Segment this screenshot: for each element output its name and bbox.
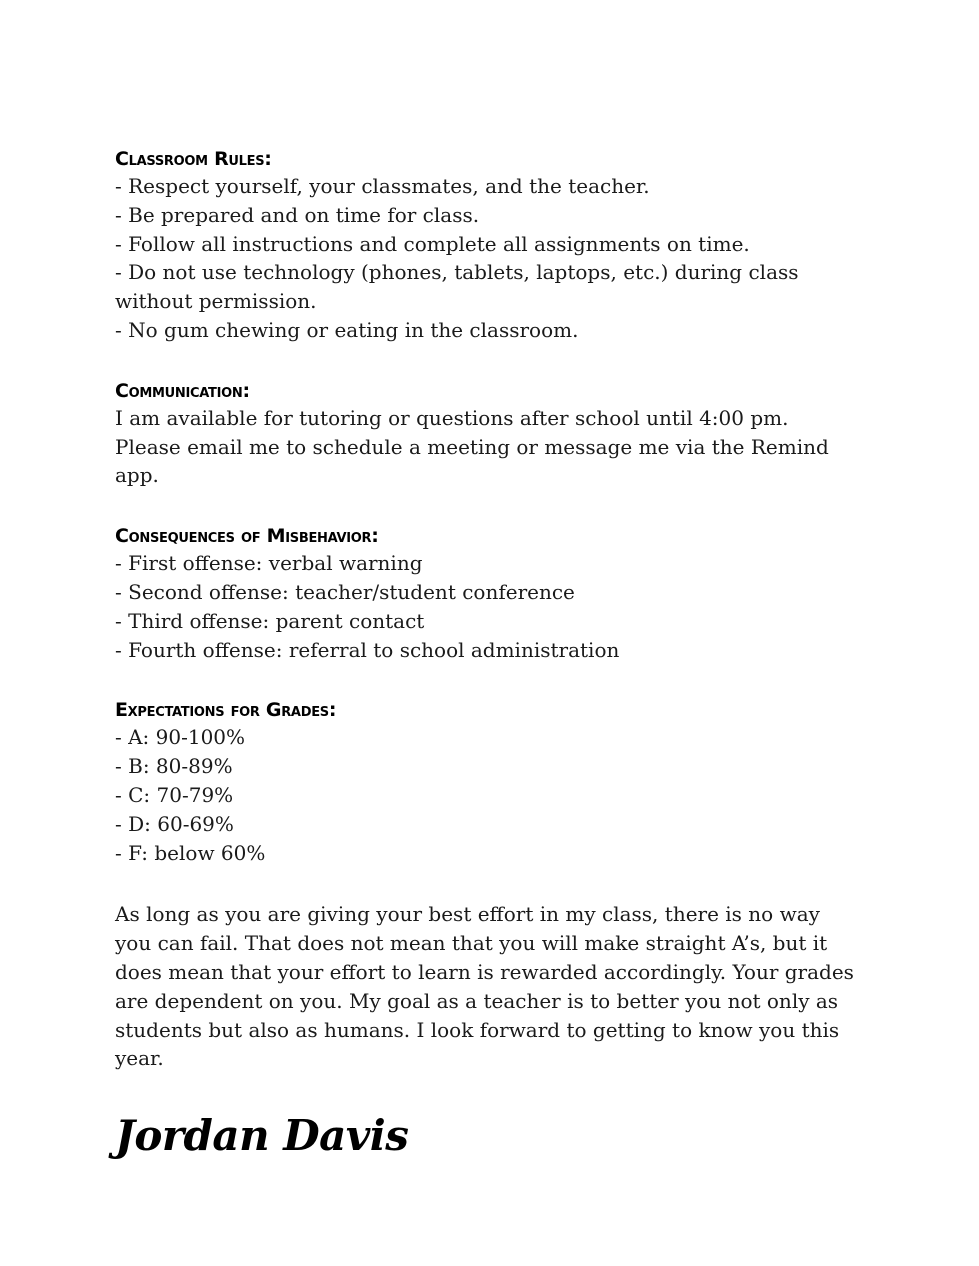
consequence-item: - Third offense: parent contact xyxy=(115,608,425,633)
grades-heading: Expectations for Grades: xyxy=(115,699,337,722)
rule-item: - Do not use technology (phones, tablets, laptops, etc.) during class without permission. xyxy=(115,260,799,314)
consequences-section xyxy=(115,523,855,664)
grade-item: - A: 90-100% xyxy=(115,725,246,750)
spacer xyxy=(115,345,855,378)
grade-item: - D: 60-69% xyxy=(115,811,234,836)
signature: Jordan Davis xyxy=(115,1111,409,1161)
communication-text: I am available for tutoring or questions after school until 4:00 pm. Please email me to schedule a meeting or message me via the Remind app. xyxy=(115,405,829,488)
spacer xyxy=(115,490,855,523)
classroom-rules-heading: Classroom Rules: xyxy=(115,148,272,170)
grades-section xyxy=(115,697,855,867)
classroom-rules-section xyxy=(115,146,855,345)
spacer xyxy=(115,664,855,697)
communication-section xyxy=(115,378,855,490)
closing-section xyxy=(115,900,855,1073)
closing-paragraph: As long as you are giving your best effort in my class, there is no way you can fail. That does not mean that you will make straight A’s, but it does mean that your effort to learn is rewarded accordingly. Your grades are dependent on you. My goal as a teacher is to better you not only as students but also as humans. I look forward to getting to know you this year. xyxy=(115,902,854,1071)
spacer xyxy=(115,867,855,900)
rule-item: - Respect yourself, your classmates, and the teacher. xyxy=(115,174,650,198)
document-page xyxy=(115,146,855,1164)
rule-item: - Be prepared and on time for class. xyxy=(115,202,480,227)
consequence-item: - First offense: verbal warning xyxy=(115,551,423,576)
spacer xyxy=(115,1073,855,1108)
rule-item: - No gum chewing or eating in the classroom. xyxy=(115,317,579,342)
consequence-item: - Second offense: teacher/student conference xyxy=(115,579,575,604)
grade-item: - F: below 60% xyxy=(115,840,266,865)
grade-item: - C: 70-79% xyxy=(115,782,234,807)
communication-heading: Communication: xyxy=(115,379,250,402)
consequence-item: - Fourth offense: referral to school administration xyxy=(115,637,620,662)
grade-item: - B: 80-89% xyxy=(115,754,233,779)
consequences-heading: Consequences of Misbehavior: xyxy=(115,525,379,548)
rule-item: - Follow all instructions and complete all assignments on time. xyxy=(115,231,750,256)
